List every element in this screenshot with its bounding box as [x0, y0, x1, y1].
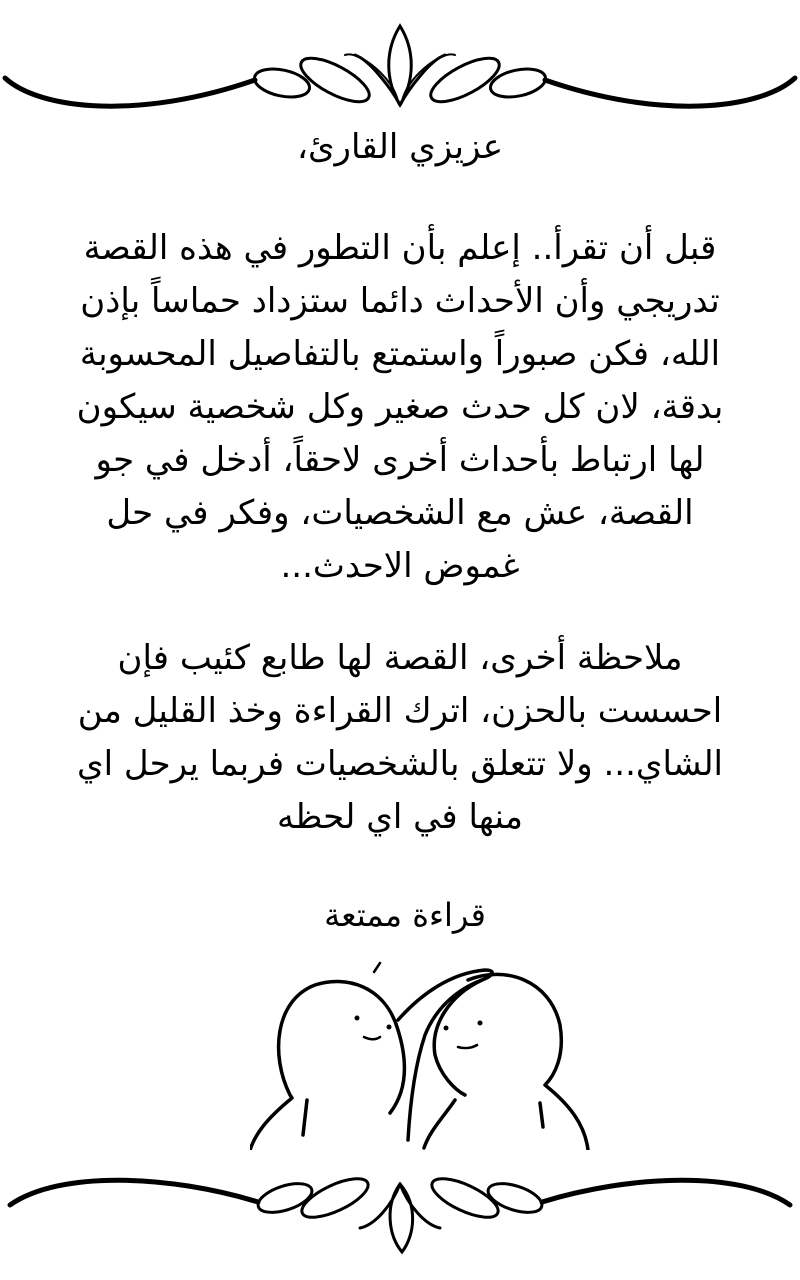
top-ornament-divider-icon [0, 20, 800, 120]
paragraph-line: ملاحظة أخرى، القصة لها طابع كئيب فإن [117, 638, 683, 678]
paragraph-line: القصة، عش مع الشخصيات، وفكر في حل [106, 493, 694, 533]
paragraph-line: الله، فكن صبوراً واستمتع بالتفاصيل المحسوبة [79, 334, 721, 374]
two-characters-illustration-icon [250, 935, 590, 1150]
signoff-text [0, 890, 800, 940]
greeting-heading: عزيزي القارئ، [296, 127, 504, 167]
intro-paragraph [60, 222, 740, 593]
paragraph-line: غموض الاحدث... [280, 546, 520, 586]
paragraph-line: قبل أن تقرأ.. إعلم بأن التطور في هذه القصة [83, 228, 717, 268]
paragraph-line: لها ارتباط بأحداث أخرى لاحقاً، أدخل في جو [95, 440, 705, 480]
paragraph-line: بدقة، لان كل حدث صغير وكل شخصية سيكون [76, 387, 724, 427]
paragraph-line: احسست بالحزن، اترك القراءة وخذ القليل من [77, 691, 723, 731]
paragraph-line: منها في اي لحظه [276, 797, 523, 837]
bottom-ornament-divider-icon [0, 1160, 800, 1260]
signoff-label: قراءة ممتعة [324, 896, 486, 934]
paragraph-line: تدريجي وأن الأحداث دائما ستزداد حماساً بإذن [80, 281, 720, 321]
note-paragraph [60, 632, 740, 844]
paragraph-line: الشاي... ولا تتعلق بالشخصيات فربما يرحل اي [76, 744, 724, 784]
